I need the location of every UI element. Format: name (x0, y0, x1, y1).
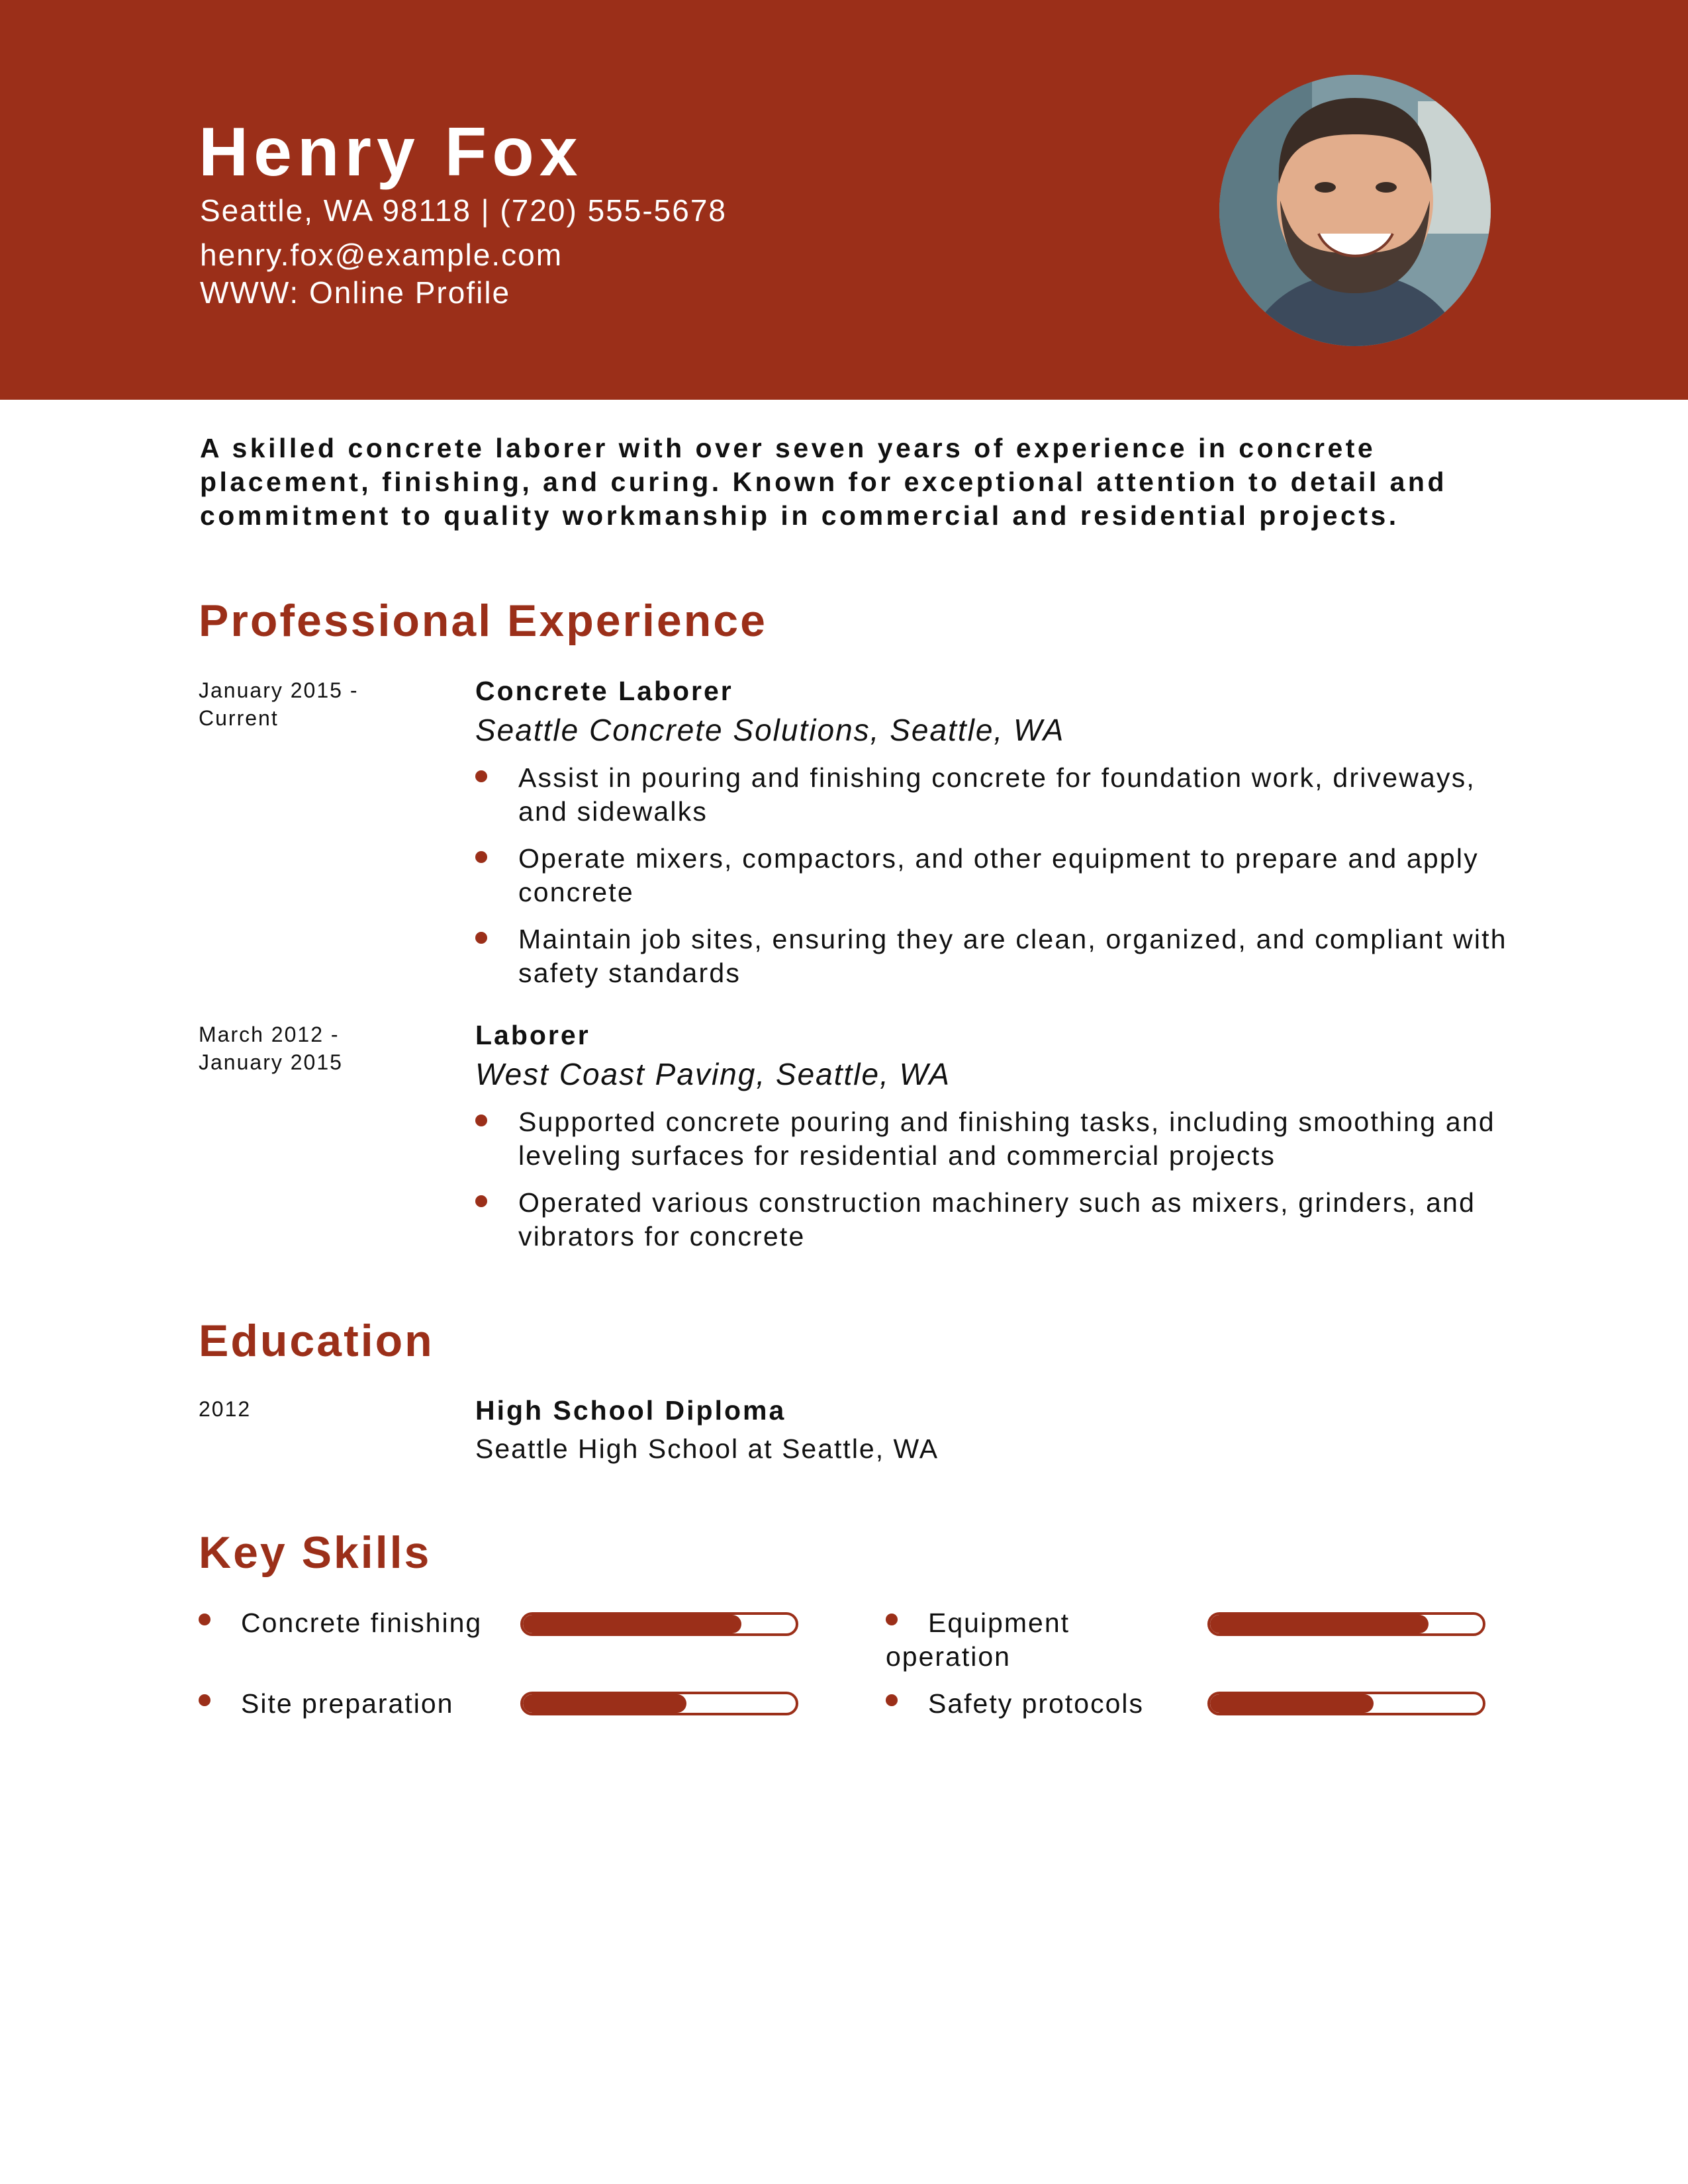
education-school: Seattle High School at Seattle, WA (475, 1433, 939, 1464)
skill-item (199, 1687, 510, 1721)
skill-level-fill (1210, 1615, 1429, 1633)
job-bullet-text: Supported concrete pouring and finishing tasks, including smoothing and leveling surfaces for residential and commercial projects (518, 1107, 1495, 1171)
bullet-icon (475, 1195, 487, 1207)
job-bullet-text: Maintain job sites, ensuring they are clean, organized, and compliant with safety standards (518, 924, 1507, 988)
bullet-icon (886, 1614, 898, 1625)
skill-item (886, 1687, 1197, 1721)
location-phone: Seattle, WA 98118 | (720) 555-5678 (200, 193, 727, 228)
bullet-icon (199, 1614, 211, 1625)
job-bullet (475, 1186, 1508, 1253)
education-degree: High School Diploma (475, 1395, 786, 1426)
job-date-range (199, 676, 397, 732)
header-band (0, 0, 1688, 400)
email-link[interactable]: henry.fox@example.com (200, 238, 563, 272)
skill-item (886, 1606, 1197, 1674)
job-bullet (475, 842, 1508, 909)
profile-photo (1219, 75, 1491, 346)
bullet-icon (475, 851, 487, 863)
bullet-icon (475, 1115, 487, 1126)
job-bullet (475, 923, 1508, 990)
job-bullet (475, 761, 1508, 829)
skill-level-bar (520, 1612, 798, 1636)
skill-level-bar (520, 1692, 798, 1715)
skill-label: Safety protocols (928, 1688, 1144, 1719)
website-link[interactable]: WWW: Online Profile (200, 275, 511, 310)
job-date-end: Current (199, 706, 279, 730)
job-bullet-text: Operated various construction machinery such as mixers, grinders, and vibrators for concrete (518, 1187, 1476, 1251)
skill-item (199, 1606, 510, 1640)
job-title: Laborer (475, 1020, 590, 1050)
skill-level-bar (1207, 1692, 1485, 1715)
job-date-range (199, 1021, 397, 1076)
job-bullet-text: Assist in pouring and finishing concrete for foundation work, driveways, and sidewalks (518, 762, 1476, 827)
section-title-skills: Key Skills (199, 1527, 432, 1578)
job-date-start: January 2015 - (199, 678, 359, 702)
skill-level-fill (1210, 1694, 1374, 1713)
bullet-icon (886, 1694, 898, 1706)
job-employer: West Coast Paving, Seattle, WA (475, 1057, 951, 1091)
education-year: 2012 (199, 1397, 252, 1421)
section-title-education: Education (199, 1316, 434, 1366)
skill-level-bar (1207, 1612, 1485, 1636)
skill-level-fill (523, 1694, 686, 1713)
job-date-end: January 2015 (199, 1050, 343, 1074)
job-bullet-list (475, 1105, 1508, 1267)
job-date-start: March 2012 - (199, 1023, 340, 1046)
job-title: Concrete Laborer (475, 676, 733, 706)
skill-label: Concrete finishing (241, 1608, 483, 1638)
skill-level-fill (523, 1615, 741, 1633)
job-bullet-list (475, 761, 1508, 1003)
job-bullet (475, 1105, 1508, 1173)
skill-label: Equipment operation (886, 1608, 1070, 1672)
bullet-icon (475, 770, 487, 782)
professional-summary: A skilled concrete laborer with over seven years of experience in concrete placement, finishing, and curing. Known for exceptional attention to detail and commitment to quality workmanship in commercial and residential projects. (200, 433, 1447, 531)
bullet-icon (199, 1694, 211, 1706)
bullet-icon (475, 932, 487, 944)
section-title-experience: Professional Experience (199, 596, 767, 646)
job-bullet-text: Operate mixers, compactors, and other equipment to prepare and apply concrete (518, 843, 1479, 907)
candidate-name: Henry Fox (199, 114, 583, 191)
skill-label: Site preparation (241, 1688, 454, 1719)
job-employer: Seattle Concrete Solutions, Seattle, WA (475, 713, 1065, 747)
